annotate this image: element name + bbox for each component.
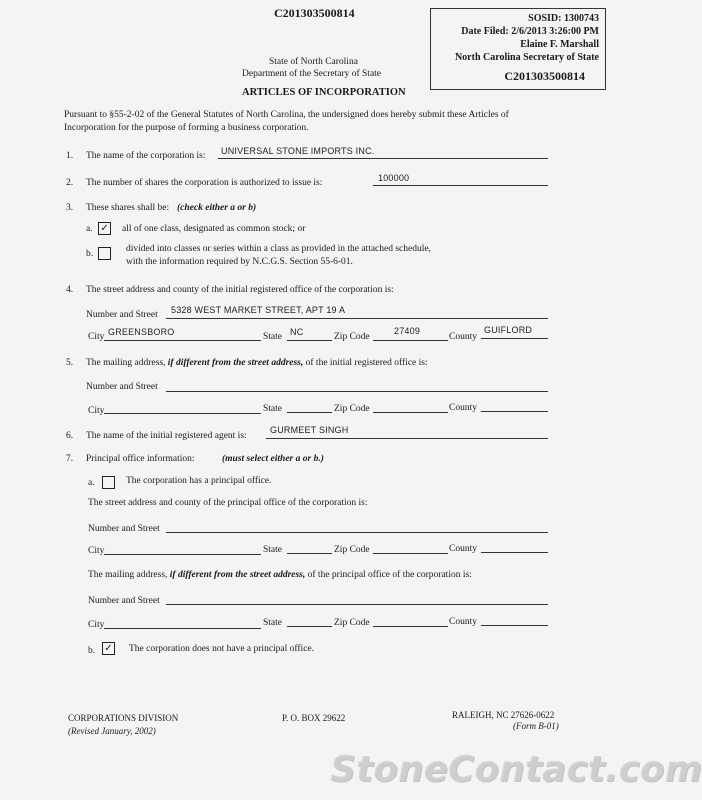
intro-line-1: Pursuant to §55-2-02 of the General Statutes of North Carolina, the undersigned does hereby submit these Articles of bbox=[64, 110, 509, 120]
item-1-number: 1. bbox=[66, 151, 74, 161]
item-5-label bbox=[86, 358, 428, 368]
stamp-date-filed: Date Filed: 2/6/2013 3:26:00 PM bbox=[461, 26, 599, 37]
item-2-label: The number of shares the corporation is authorized to issue is: bbox=[86, 178, 323, 188]
principal-zip-label: Zip Code bbox=[334, 545, 370, 555]
mail-street-line bbox=[166, 391, 548, 392]
item-3b-label: b. bbox=[86, 249, 94, 259]
mail-city-line bbox=[104, 413, 261, 414]
item-3-number: 3. bbox=[66, 203, 74, 213]
registered-agent-value: GURMEET SINGH bbox=[270, 425, 349, 435]
header-state: State of North Carolina bbox=[269, 57, 358, 67]
stamp-id: C201303500814 bbox=[504, 69, 585, 83]
reg-street-line bbox=[166, 318, 548, 319]
stamp-office: North Carolina Secretary of State bbox=[454, 52, 599, 63]
item-5-text-post: of the initial registered office is: bbox=[305, 358, 428, 368]
footer-revised: (Revised January, 2002) bbox=[68, 726, 156, 736]
shares-value: 100000 bbox=[378, 173, 410, 183]
item-6-number: 6. bbox=[66, 431, 74, 441]
principal-county-line bbox=[481, 552, 548, 553]
item-3a-text: all of one class, designated as common stock; or bbox=[122, 224, 306, 234]
item-7-label: Principal office information: bbox=[86, 454, 195, 464]
item-7a-label: a. bbox=[88, 478, 95, 488]
mail-county-label: County bbox=[449, 403, 477, 413]
principal-state-line bbox=[287, 553, 332, 554]
principal-mail-county-label: County bbox=[449, 617, 477, 627]
item-3-label: These shares shall be: bbox=[86, 203, 170, 213]
reg-city-label: City bbox=[88, 332, 105, 342]
item-4-number: 4. bbox=[66, 285, 74, 295]
principal-mail-zip-line bbox=[373, 626, 448, 627]
footer-po-box: P. O. BOX 29622 bbox=[282, 713, 346, 723]
item-3b-checkbox[interactable] bbox=[98, 247, 111, 260]
principal-street-intro: The street address and county of the principal office of the corporation is: bbox=[88, 498, 368, 508]
item-7b-checkbox[interactable]: ✓ bbox=[102, 642, 115, 655]
principal-street-label: Number and Street bbox=[88, 524, 160, 534]
stamp-sosid: SOSID: 1300743 bbox=[528, 13, 599, 24]
watermark-logo: StoneContact.com bbox=[330, 749, 702, 790]
shares-line bbox=[373, 185, 548, 186]
footer-form: (Form B-01) bbox=[513, 721, 559, 731]
principal-mail-em: if different from the street address, bbox=[169, 570, 306, 580]
reg-county-label: County bbox=[449, 332, 477, 342]
footer-city: RALEIGH, NC 27626-0622 bbox=[452, 710, 555, 720]
principal-mail-state-line bbox=[287, 626, 332, 627]
principal-zip-line bbox=[373, 553, 448, 554]
page-title: ARTICLES OF INCORPORATION bbox=[242, 87, 406, 98]
item-7b-label: b. bbox=[88, 646, 96, 656]
principal-city-line bbox=[104, 554, 261, 555]
item-7b-text: The corporation does not have a principal office. bbox=[129, 644, 315, 654]
item-3a-label: a. bbox=[86, 224, 93, 234]
mail-zip-line bbox=[373, 412, 448, 413]
stamp-name: Elaine F. Marshall bbox=[520, 39, 599, 50]
mail-state-label: State bbox=[263, 404, 282, 414]
filing-stamp bbox=[430, 8, 606, 90]
principal-city-label: City bbox=[88, 546, 105, 556]
reg-zip-label: Zip Code bbox=[334, 332, 370, 342]
reg-zip-value: 27409 bbox=[394, 326, 421, 336]
mail-zip-label: Zip Code bbox=[334, 404, 370, 414]
principal-mail-county-line bbox=[481, 625, 548, 626]
item-5-number: 5. bbox=[66, 358, 74, 368]
item-3b-text-1: divided into classes or series within a class as provided in the attached schedule, bbox=[126, 244, 431, 254]
item-2-number: 2. bbox=[66, 178, 74, 188]
item-3b-text-2: with the information required by N.C.G.S. Section 55-6-01. bbox=[126, 257, 353, 267]
principal-mail-pre: The mailing address, bbox=[88, 570, 168, 580]
item-1-label: The name of the corporation is: bbox=[86, 151, 206, 161]
corporation-name-line bbox=[218, 158, 548, 159]
reg-state-label: State bbox=[263, 332, 282, 342]
item-7-number: 7. bbox=[66, 454, 74, 464]
principal-mail-street-label: Number and Street bbox=[88, 596, 160, 606]
reg-city-value: GREENSBORO bbox=[108, 327, 175, 337]
principal-mail-street-line bbox=[166, 604, 548, 605]
reg-county-value: GUIFLORD bbox=[484, 325, 533, 335]
principal-mail-zip-label: Zip Code bbox=[334, 618, 370, 628]
principal-mail-state-label: State bbox=[263, 618, 282, 628]
principal-mail-city-label: City bbox=[88, 620, 105, 630]
document-id-top: C201303500814 bbox=[274, 6, 355, 20]
item-7a-checkbox[interactable] bbox=[102, 476, 115, 489]
item-5-text-pre: The mailing address, bbox=[86, 358, 166, 368]
reg-street-label: Number and Street bbox=[86, 310, 158, 320]
registered-agent-line bbox=[266, 438, 548, 439]
item-7a-text: The corporation has a principal office. bbox=[126, 476, 272, 486]
reg-county-line bbox=[481, 338, 548, 339]
corporation-name-value: UNIVERSAL STONE IMPORTS INC. bbox=[221, 146, 375, 156]
reg-street-value: 5328 WEST MARKET STREET, APT 19 A bbox=[171, 305, 346, 315]
item-3a-checkbox[interactable]: ✓ bbox=[98, 222, 111, 235]
principal-mail-intro bbox=[88, 570, 472, 580]
reg-state-value: NC bbox=[290, 327, 304, 337]
principal-mail-city-line bbox=[104, 628, 261, 629]
mail-city-label: City bbox=[88, 406, 105, 416]
item-3-note: (check either a or b) bbox=[177, 203, 257, 213]
header-department: Department of the Secretary of State bbox=[242, 69, 382, 79]
item-4-label: The street address and county of the initial registered office of the corporation is: bbox=[86, 285, 394, 295]
principal-mail-post: of the principal office of the corporation is: bbox=[307, 570, 472, 580]
mail-county-line bbox=[481, 411, 548, 412]
reg-zip-line bbox=[373, 340, 448, 341]
mail-state-line bbox=[287, 412, 332, 413]
mail-street-label: Number and Street bbox=[86, 382, 158, 392]
item-6-label: The name of the initial registered agent is: bbox=[86, 431, 247, 441]
principal-street-line bbox=[166, 532, 548, 533]
intro-line-2: Incorporation for the purpose of forming a business corporation. bbox=[64, 123, 309, 133]
item-5-text-em: if different from the street address, bbox=[167, 358, 304, 368]
principal-county-label: County bbox=[449, 544, 477, 554]
reg-state-line bbox=[287, 340, 332, 341]
reg-city-line bbox=[104, 340, 261, 341]
footer-division: CORPORATIONS DIVISION bbox=[68, 713, 179, 723]
item-7-note: (must select either a or b.) bbox=[222, 454, 324, 464]
principal-state-label: State bbox=[263, 545, 282, 555]
